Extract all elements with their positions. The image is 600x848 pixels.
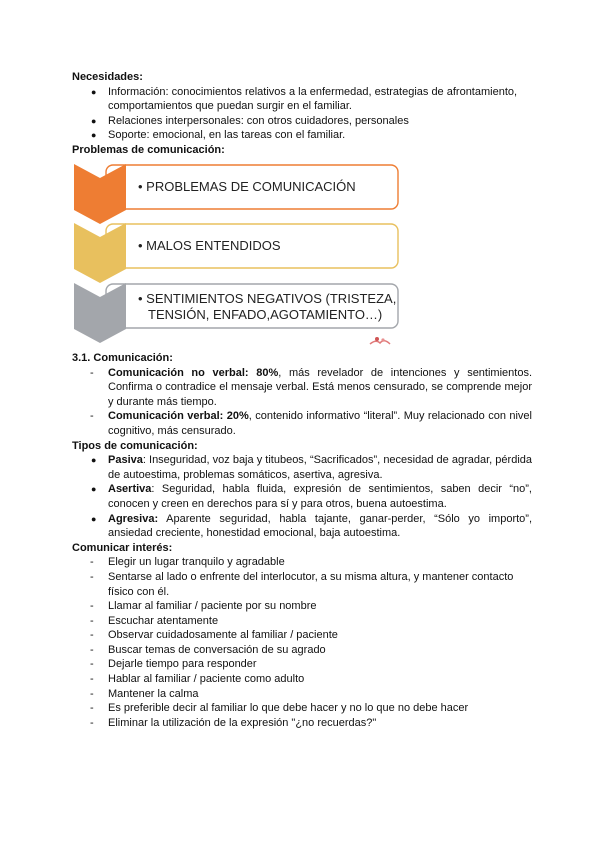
interes-list [72,555,532,730]
item-bold: Comunicación verbal: [108,410,224,423]
chevron-orange-icon [74,164,126,224]
item-bold: Comunicación no verbal: [108,366,249,379]
item-bold: Pasiva [108,454,143,467]
list-item: - Hablar al familiar / paciente como adulto [72,672,532,687]
diagram-label-1: • PROBLEMAS DE COMUNICACIÓN [138,179,356,194]
list-item: - Es preferible decir al familiar lo que debe hacer y no lo que no debe hacer [72,701,532,716]
diagram-label-3a: • SENTIMIENTOS NEGATIVOS (TRISTEZA, [138,291,397,306]
section-comunicacion [72,351,532,730]
list-item [72,512,532,541]
list-item [72,366,532,410]
list-item: - Buscar temas de conversación de su agrado [72,643,532,658]
necesidades-list [72,85,532,143]
list-item: - Eliminar la utilización de la expresión "¿no recuerdas?" [72,716,532,731]
small-logo-icon [368,335,392,347]
chevron-yellow-icon [74,223,126,283]
list-item: ● Relaciones interpersonales: con otros cuidadores, personales [72,114,532,129]
communication-problems-diagram [72,162,402,352]
item-text: , contenido informativo “literal”. Muy relacionado con nivel cognitivo, más censurado. [108,410,532,437]
item-text: : Inseguridad, voz baja y titubeos, “Sacrificados”, necesidad de agradar, pérdida de autoestima, problemas somáticos, asertiva, agresiva. [108,454,532,481]
list-item [72,453,532,482]
item-bold: Agresiva: [108,512,159,525]
list-item [72,409,532,438]
section-necesidades [72,70,532,158]
list-item: - Mantener la calma [72,687,532,702]
chevron-gray-icon [74,283,126,343]
problemas-heading: Problemas de comunicación: [72,143,225,156]
list-item: - Elegir un lugar tranquilo y agradable [72,555,532,570]
list-item: - Sentarse al lado o enfrente del interlocutor, a su misma altura, y mantener contacto físico con él. [72,570,532,599]
item-text: , más revelador de intenciones y sentimientos. Confirma o contradice el mensaje verbal. Está menos censurado, se comprende mejor y durante más tiempo. [108,366,533,408]
list-item [72,482,532,511]
comunicacion-list [72,366,532,439]
list-item: - Observar cuidadosamente al familiar / paciente [72,628,532,643]
item-text: : Seguridad, habla fluida, expresión de sentimientos, saben decir “no”, conocen y creen en derechos para sí y para otros, buena autoestima. [108,483,532,510]
tipos-list [72,453,532,541]
item-bold-percent: 80% [248,366,279,379]
list-item: ● Información: conocimientos relativos a la enfermedad, estrategias de afrontamiento, comportamientos que puedan surgir en el familiar. [72,85,532,114]
item-text: Aparente seguridad, habla tajante, ganar-perder, “Sólo yo importo”, ansiedad creciente, honestidad emocional, baja autoestima. [108,512,532,540]
item-bold: Asertiva [108,483,152,496]
item-bold-percent: 20% [223,410,249,423]
list-item: - Dejarle tiempo para responder [72,657,532,672]
list-item: ● Soporte: emocional, en las tareas con el familiar. [72,128,532,143]
interes-heading: Comunicar interés: [72,541,173,554]
list-item: - Escuchar atentamente [72,614,532,629]
comunicacion-heading: 3.1. Comunicación: [72,352,173,364]
diagram-label-2: • MALOS ENTENDIDOS [138,238,281,253]
list-item: - Llamar al familiar / paciente por su nombre [72,599,532,614]
diagram-label-3b: TENSIÓN, ENFADO,AGOTAMIENTO…) [148,307,383,322]
necesidades-heading: Necesidades: [72,71,143,83]
tipos-heading: Tipos de comunicación: [72,439,198,452]
